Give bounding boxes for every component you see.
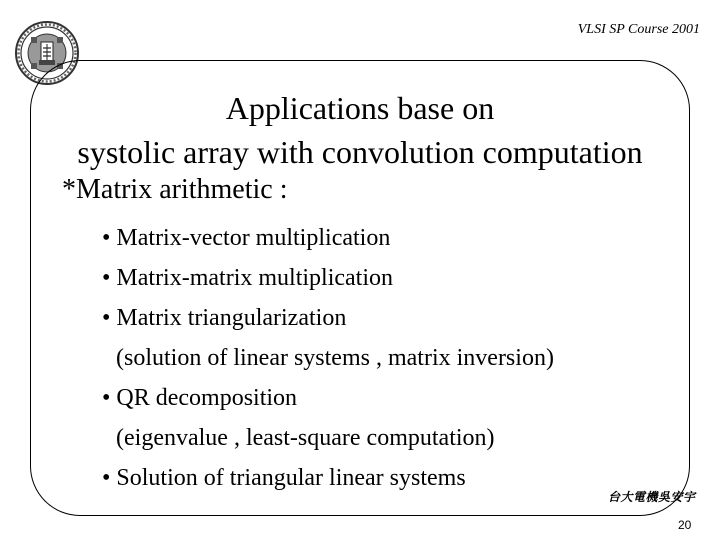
page-number: 20	[678, 518, 692, 532]
bullet-item: • Matrix triangularization	[102, 305, 347, 331]
bullet-item: • Matrix-matrix multiplication	[102, 265, 394, 291]
slide-title	[0, 86, 720, 174]
section-heading: *Matrix arithmetic :	[62, 174, 288, 205]
title-line-2: systolic array with convolution computation	[77, 134, 643, 170]
bullet-note: (solution of linear systems , matrix inversion)	[116, 345, 554, 371]
bullet-item: • Solution of triangular linear systems	[102, 465, 466, 491]
author-signature: 台大電機吳安宇	[608, 490, 696, 504]
title-line-1: Applications base on	[225, 90, 495, 126]
bullet-note: (eigenvalue , least-square computation)	[116, 425, 495, 451]
bullet-item: • QR decomposition	[102, 385, 298, 411]
bullet-item: • Matrix-vector multiplication	[102, 225, 391, 251]
bullet-list	[102, 222, 554, 502]
course-label: VLSI SP Course 2001	[577, 22, 700, 37]
